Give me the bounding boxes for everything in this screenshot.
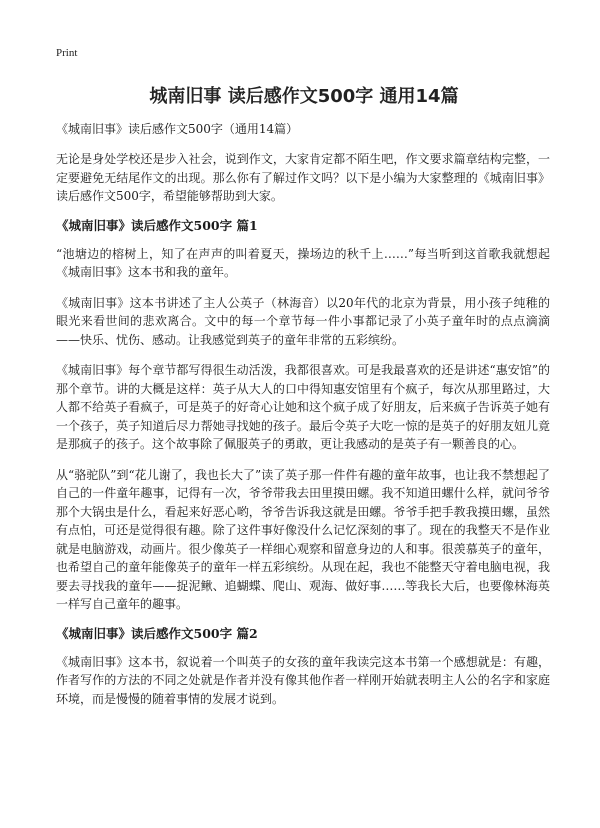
section-heading-2: 《城南旧事》读后感作文500字 篇2 xyxy=(56,625,258,641)
intro-paragraph: 无论是身处学校还是步入社会，说到作文，大家肯定都不陌生吧，作文要求篇章结构完整，一定要避免无结尾作文的出现。那么你有了解过作文吗？以下是小编为大家整理的《城南旧事》读后感作文500字，希望能够帮助到大家。 xyxy=(56,152,550,203)
print-link[interactable]: Print xyxy=(56,47,78,59)
page-title: 城南旧事 读后感作文500字 通用14篇 xyxy=(149,86,459,107)
section-1-paragraph-2: 《城南旧事》这本书讲述了主人公英子（林海音）以20年代的北京为背景，用小孩子纯稚的眼光来看世间的悲欢离合。文中的每一个章节每一件小事都记录了小英子童年时的点点滴滴——快乐、忧伤、感动。让我感觉到英子的童年非常的五彩缤纷。 xyxy=(56,295,550,347)
section-2-paragraph-1: 《城南旧事》这本书，叙说着一个叫英子的女孩的童年我读完这本书第一个感想就是：有趣，作者写作的方法的不同之处就是作者并没有像其他作者一样刚开始就表明主人公的名字和家庭环境，而是慢慢的随着事情的发展才说到。 xyxy=(56,654,550,706)
article-body xyxy=(56,150,550,720)
section-1-paragraph-1: “池塘边的榕树上，知了在声声的叫着夏天，操场边的秋千上……”每当听到这首歌我就想起《城南旧事》这本书和我的童年。 xyxy=(56,246,550,279)
section-1-paragraph-3: 《城南旧事》每个章节都写得很生动活泼，我都很喜欢。可是我最喜欢的还是讲述“惠安馆”的那个章节。讲的大概是这样：英子从大人的口中得知惠安馆里有个疯子，每次从那里路过，大人都不给英子看疯子，可是英子的好奇心让她和这个疯子成了好朋友，后来疯子告诉英子她有一个孩子，英子知道后尽力帮她寻找她的孩子。最后令英子大吃一惊的是英子的好朋友妞儿竟是那疯子的孩子。这个故事除了佩服英子的勇敢，更让我感动的是英子有一颗善良的心。 xyxy=(56,363,550,451)
section-heading-1: 《城南旧事》读后感作文500字 篇1 xyxy=(56,217,258,233)
section-1-paragraph-4: 从“骆驼队”到“花儿谢了，我也长大了”读了英子那一件件有趣的童年故事，也让我不禁想起了自己的一件童年趣事，记得有一次，爷爷带我去田里摸田螺。我不知道田螺什么样，就问爷爷那个大锅虫是什么，看起来好恶心哟，爷爷告诉我这就是田螺。爷爷手把手教我摸田螺，虽然有点怕，可还是觉得很有趣。除了这件事好像没什么记忆深刻的事了。现在的我整天不是作业就是电脑游戏，动画片。很少像英子一样细心观察和留意身边的人和事。很羡慕英子的童年，也希望自己的童年能像英子的童年一样五彩缤纷。从现在起，我也不能整天守着电脑电视，我要去寻找我的童年——捉泥鳅、追蝴蝶、爬山、观海、做好事……等我长大后，也要像林海英一样写自己童年的趣事。 xyxy=(56,467,550,611)
document-subtitle: 《城南旧事》读后感作文500字（通用14篇） xyxy=(56,122,299,136)
